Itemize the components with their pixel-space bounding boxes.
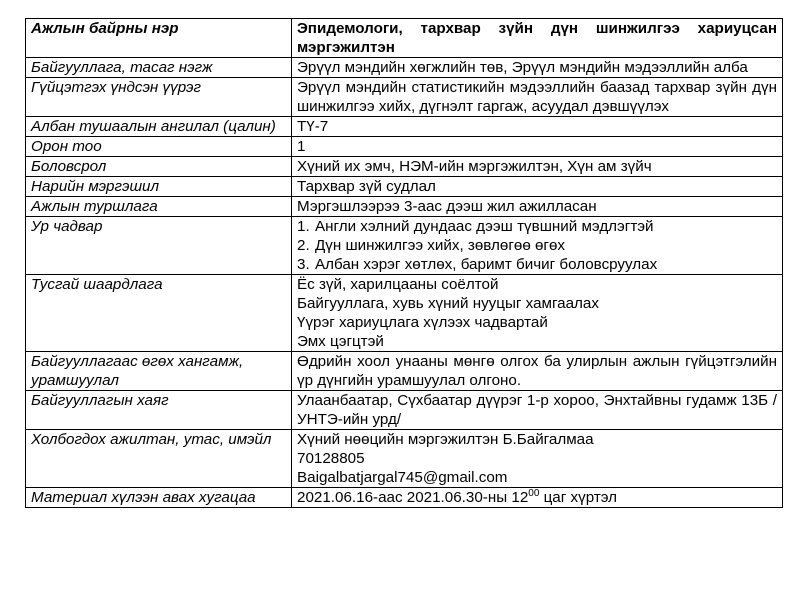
table-row-skills — [26, 217, 783, 275]
requirements-list — [292, 275, 783, 352]
table-row-special-requirements — [26, 275, 783, 352]
row-value: Өдрийн хоол унааны мөнгө олгох ба улирлын ажлын гүйцэтгэлийн үр дүнгийн урамшуулал олгоно. — [292, 352, 783, 391]
row-label: Холбогдох ажилтан, утас, имэйл — [26, 430, 292, 488]
job-posting-table — [25, 18, 783, 508]
table-row-specialization — [26, 177, 783, 197]
contact-person: Хүний нөөцийн мэргэжилтэн Б.Байгалмаа — [297, 431, 594, 448]
table-row-experience — [26, 197, 783, 217]
list-item — [297, 255, 777, 274]
deadline-minutes-superscript: 00 — [528, 488, 540, 499]
row-label: Байгууллага, тасаг нэгж — [26, 58, 292, 78]
contact-phone: 70128805 — [297, 450, 365, 467]
deadline-suffix: цаг хүртэл — [539, 489, 618, 506]
table-row-deadline — [26, 488, 783, 508]
row-value: Эрүүл мэндийн хөгжлийн төв, Эрүүл мэндийн мэдээллийн алба — [292, 58, 783, 78]
table-row-benefits — [26, 352, 783, 391]
table-row-education — [26, 157, 783, 177]
table-row-headcount — [26, 137, 783, 157]
row-label: Ажлын туршлага — [26, 197, 292, 217]
table-row-position-grade — [26, 117, 783, 137]
row-label: Байгууллагын хаяг — [26, 391, 292, 430]
list-number: 2. — [297, 237, 310, 254]
row-value: 1 — [292, 137, 783, 157]
row-label: Материал хүлээн авах хугацаа — [26, 488, 292, 508]
list-item: Үүрэг хариуцлага хүлээх чадвартай — [297, 314, 548, 331]
list-item — [297, 217, 777, 236]
deadline-text: 2021.06.16-аас 2021.06.30-ны 12 — [297, 489, 529, 506]
list-item — [297, 236, 777, 255]
row-label: Ур чадвар — [26, 217, 292, 275]
list-item-text: Англи хэлний дундаас дээш түвшний мэдлэгтэй — [315, 218, 654, 235]
row-label: Ажлын байрны нэр — [26, 19, 292, 58]
table-row-contact — [26, 430, 783, 488]
skills-list — [292, 217, 783, 275]
row-label: Байгууллагаас өгөх хангамж, урамшуулал — [26, 352, 292, 391]
row-value: Улаанбаатар, Сүхбаатар дүүрэг 1-р хороо, Энхтайвны гудамж 13Б /УНТЭ-ийн урд/ — [292, 391, 783, 430]
list-item-text: Албан хэрэг хөтлөх, баримт бичиг боловсруулах — [315, 256, 658, 273]
list-number: 1. — [297, 218, 310, 235]
row-label: Боловсрол — [26, 157, 292, 177]
row-label: Орон тоо — [26, 137, 292, 157]
row-value: Тархвар зүй судлал — [292, 177, 783, 197]
table-row-address — [26, 391, 783, 430]
row-label: Тусгай шаардлага — [26, 275, 292, 352]
table-row-organization — [26, 58, 783, 78]
row-value: Эпидемологи, тархвар зүйн дүн шинжилгээ хариуцсан мэргэжилтэн — [292, 19, 783, 58]
contact-info — [292, 430, 783, 488]
row-label: Гүйцэтгэх үндсэн үүрэг — [26, 78, 292, 117]
list-number: 3. — [297, 256, 310, 273]
row-value: Мэргэшлээрээ 3-аас дээш жил ажилласан — [292, 197, 783, 217]
row-value: ТҮ-7 — [292, 117, 783, 137]
list-item-text: Дүн шинжилгээ хийх, зөвлөгөө өгөх — [315, 237, 566, 254]
deadline-value — [292, 488, 783, 508]
list-item: Байгууллага, хувь хүний нууцыг хамгаалах — [297, 295, 599, 312]
row-value: Хүний их эмч, НЭМ-ийн мэргэжилтэн, Хүн ам зүйч — [292, 157, 783, 177]
list-item: Ёс зүй, харилцааны соёлтой — [297, 276, 499, 293]
table-row-job-title — [26, 19, 783, 58]
row-label: Нарийн мэргэшил — [26, 177, 292, 197]
row-label: Албан тушаалын ангилал (цалин) — [26, 117, 292, 137]
row-value: Эрүүл мэндийн статистикийн мэдээллийн баазад тархвар зүйн дүн шинжилгээ хийх, дүгнэлт гаргаж, асуудал дэвшүүлэх — [292, 78, 783, 117]
list-item: Эмх цэгцтэй — [297, 333, 384, 350]
table-row-main-duty — [26, 78, 783, 117]
contact-email: Baigalbatjargal745@gmail.com — [297, 469, 508, 486]
